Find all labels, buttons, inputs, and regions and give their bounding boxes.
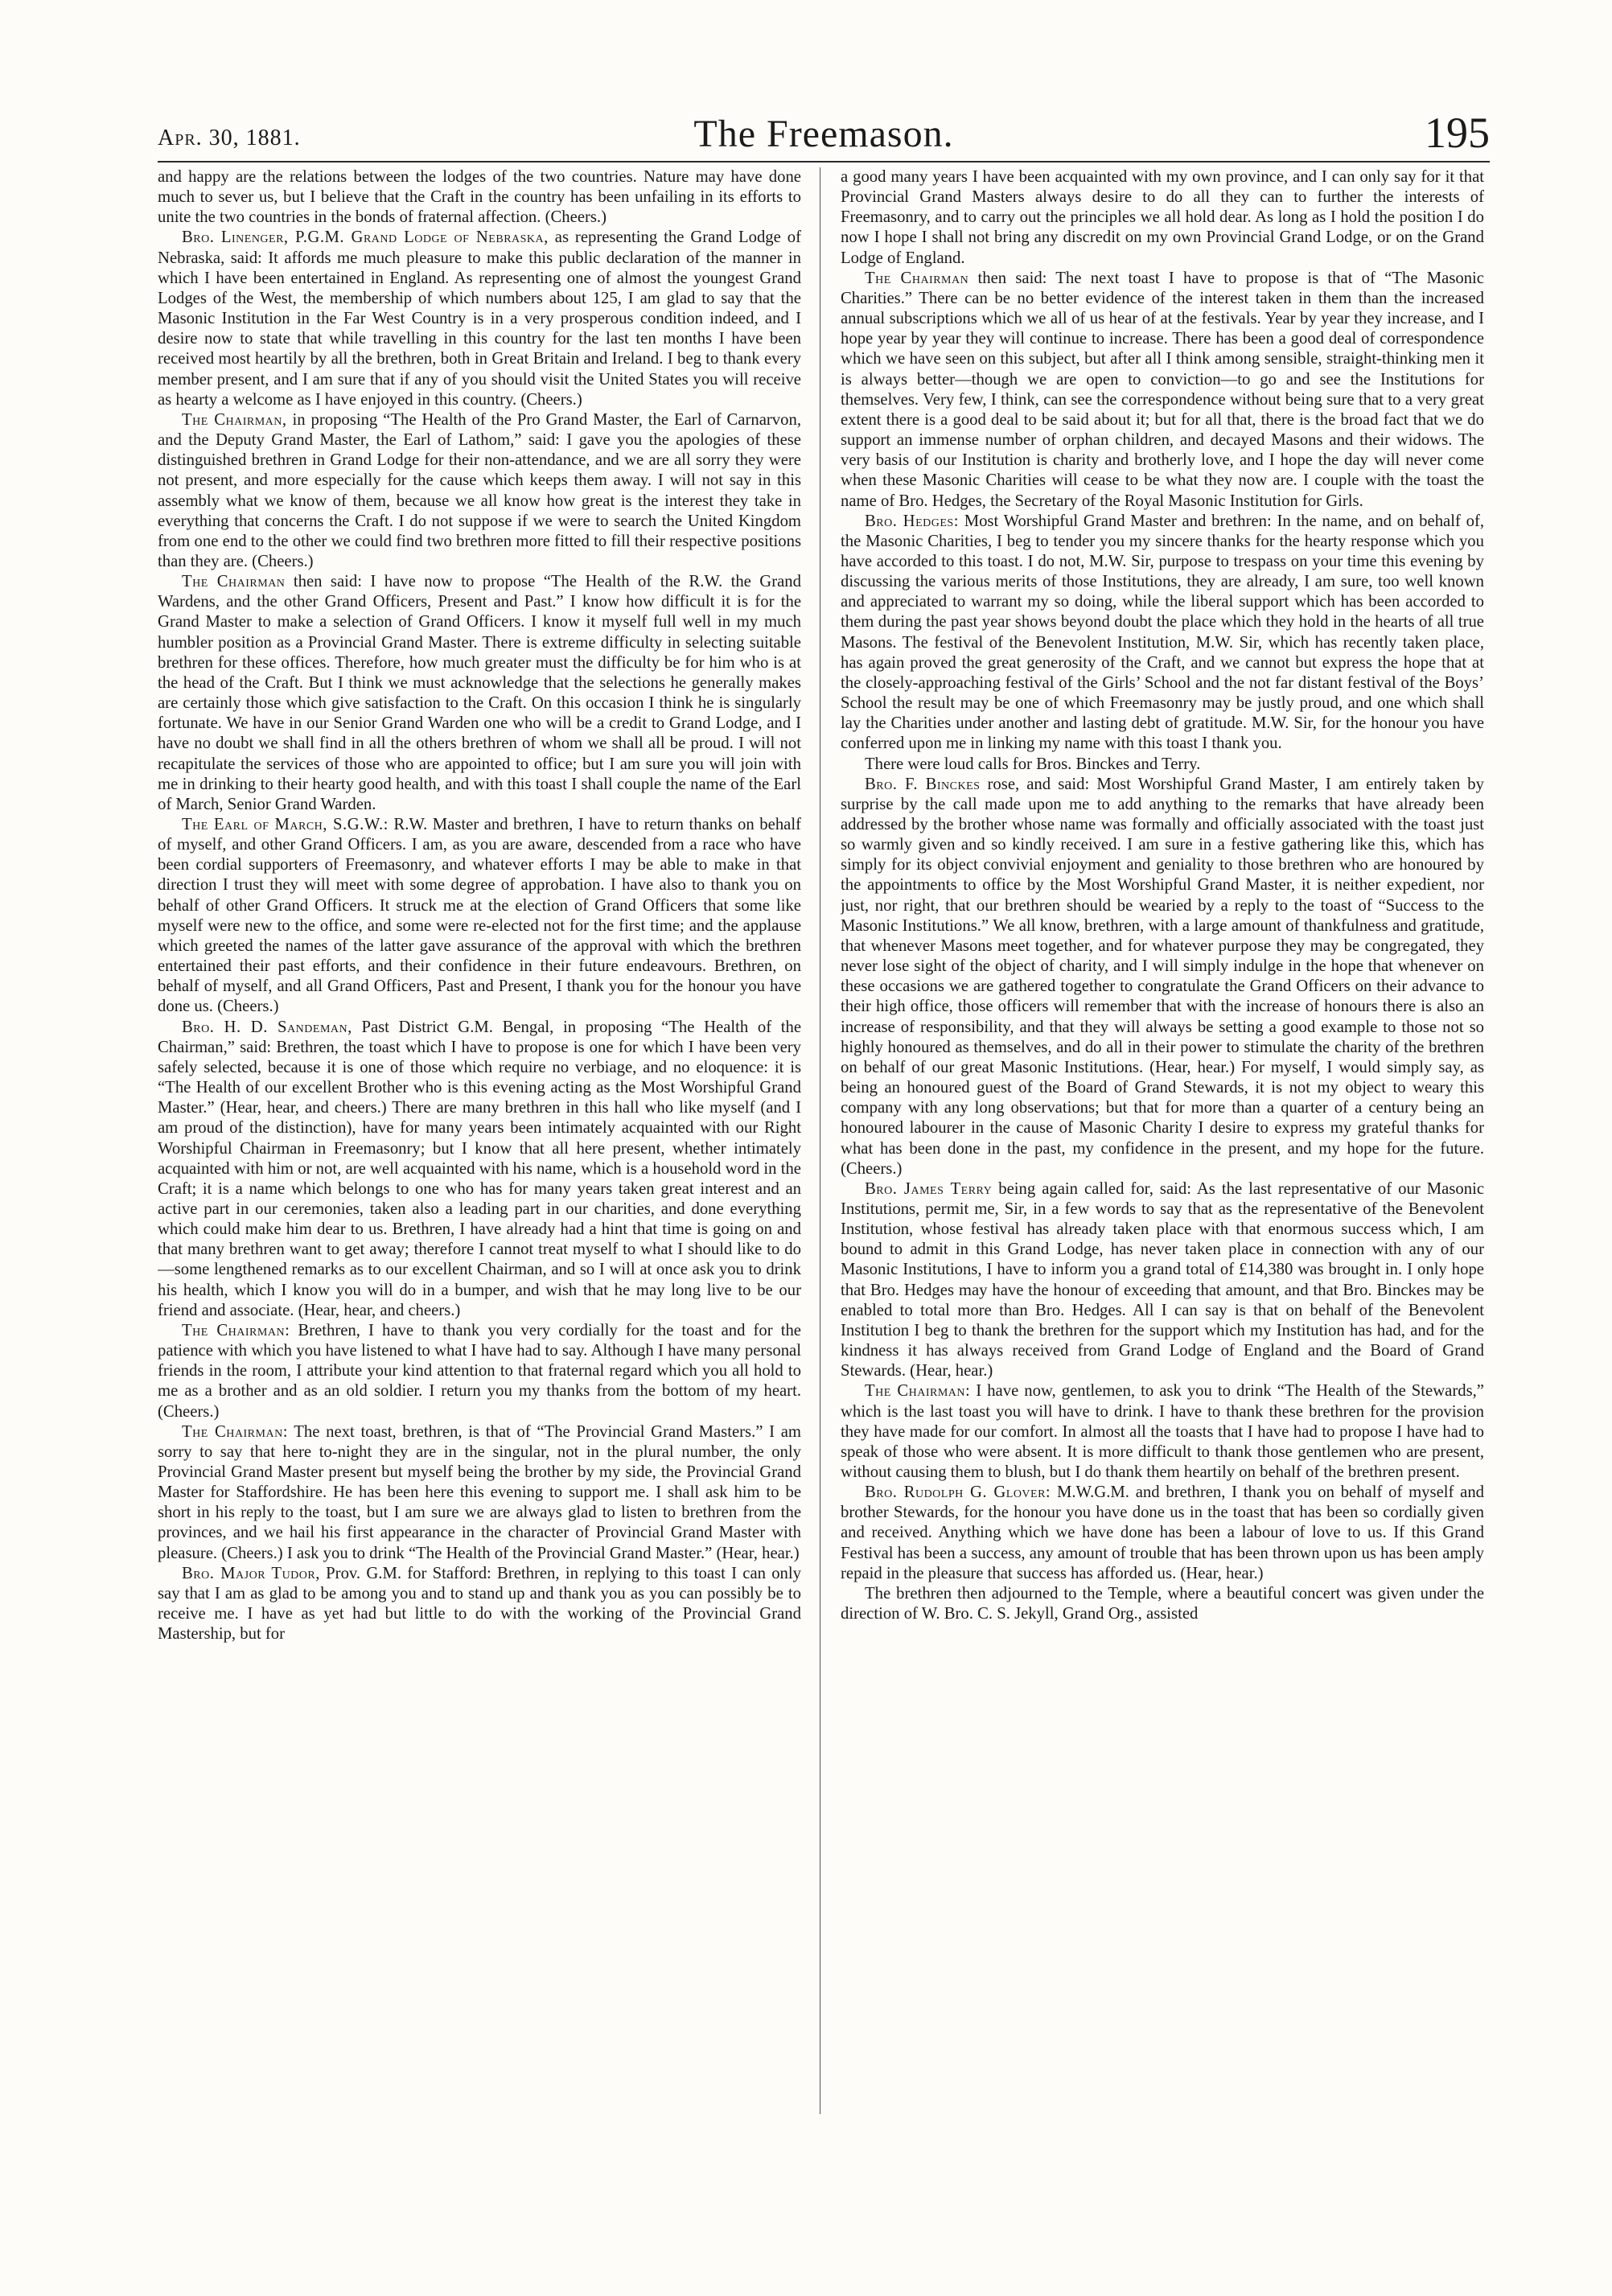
article-paragraph [841,755,1484,775]
paragraph-text: There were loud calls for Bros. Binckes and Terry. [865,755,1201,773]
article-paragraph [841,512,1484,755]
paragraph-text: rose, and said: Most Worshipful Grand Master, I am entirely taken by surprise by the call made upon me to add anything to the remarks that have already been addressed by the brother whose name was formally and officially associated with the toast just so warmly given and so kindly received. I am sure in a festive gathering like this, which has simply for its object convivial enjoyment and geniality to those brethren who are honoured by the appointments to office by the Most Worshipful Grand Master, it is neither expedient, nor just, nor right, that our brethren should be wearied by a reply to the toast of “Success to the Masonic Institutions.” We all know, brethren, with a large amount of thankfulness and gratitude, that whenever Masons meet together, and for whatever purpose they may be congregated, they never lose sight of the object of charity, and I will simply indulge in the hope that whenever on these occasions we are gathered together to congratulate the Grand Officers on their advance to their high office, those officers will remember that with the increase of honours there is also an increase of responsibility, and that they will always be setting a good example to those not so highly honoured as themselves, and do all in their power to stimulate the charity of the brethren on behalf of our great Masonic Institutions. (Hear, hear.) For myself, I would simply say, as being an honoured guest of the Board of Grand Stewards, it is not my object to weary this company with any long observations; but that for more than a quarter of a century being an honoured labourer in the cause of Masonic Charity I desire to express my grateful thanks for what has been done in the past, my confidence in the present, and my hope for the future. (Cheers.) [841,775,1484,1178]
article-paragraph [158,410,801,572]
speaker-name: The Earl of March, S.G.W.: [182,816,389,833]
paragraph-text: in proposing “The Health of the Pro Grand Master, the Earl of Carnarvon, and the Deputy Grand Master, the Earl of Lathom,” said: I gave you the apologies of these distinguished brethren in Grand Lodge for their non-attendance, and we are all sorry they were not present, and more especially for the cause which keeps them away. I will not say in this assembly what we know of them, because we all know how great is the interest they take in everything that concerns the Craft. I do not suppose if we were to search the United Kingdom from one end to the other we could find two brethren more fitted to fill their respective positions than they are. (Cheers.) [158,410,801,570]
article-paragraph [841,1584,1484,1624]
right-column [841,167,1484,2114]
article-paragraph [158,1018,801,1321]
page-number: 195 [1425,109,1490,157]
speaker-name: Bro. Rudolph G. Glover: [865,1483,1051,1502]
speaker-name: Bro. James Terry [865,1179,993,1198]
speaker-name: The Chairman [865,269,969,287]
article-paragraph [841,269,1484,512]
speaker-name: The Chairman: [182,1422,288,1441]
paragraph-text: The next toast, brethren, is that of “The Provincial Grand Masters.” I am sorry to say that here to-night they are in the singular, not in the plural number, the only Provincial Grand Master present but myself being the brother by my side, the Provincial Grand Master for Staffordshire. He has been here this evening to support me. I shall ask him to be short in his reply to the toast, but I am sure we are always glad to listen to brethren from the provinces, and we hail his first appearance in the character of Provincial Grand Master with pleasure. (Cheers.) I ask you to drink “The Health of the Provincial Grand Master.” (Hear, hear.) [158,1422,801,1562]
article-paragraph [158,1422,801,1564]
paragraph-text: then said: The next toast I have to propose is that of “The Masonic Charities.” There can be no better evidence of the interest taken in them than the increased annual subscriptions which we all of us hear of at the festivals. Year by year they increase, and I hope year by year they will continue to increase. There has been a good deal of correspondence which we have seen on this subject, but after all I think among sensible, straight-thinking men it is always better—though we are open to conviction—to go and see the Institutions for themselves. Very few, I think, can see the correspondence without being sure that to a very great extent there is a good deal to be said about it; but for all that, there is the broad fact that we do support an immense number of orphan children, and decayed Masons and their widows. The very basis of our Institution is charity and brotherly love, and I hope the day will never come when these Masonic Charities will cease to be what they now are. I couple with the toast the name of Bro. Hedges, the Secretary of the Royal Masonic Institution for Girls. [841,269,1484,510]
article-paragraph [841,775,1484,1179]
paragraph-text: R.W. Master and brethren, I have to return thanks on behalf of myself, and other Grand Officers. I am, as you are aware, descended from a race who have been cordial supporters of Freemasonry, and whatever efforts I may be able to make in that direction I trust they will meet with some degree of approbation. I have also to thank you on behalf of other Grand Officers. It struck me at the election of Grand Officers that some like myself were new to the office, and some were re-elected not for the first time; and the applause which greeted the names of the latter gave assurance of the approval with which the brethren entertained their past efforts, and their confidence in their future endeavours. Brethren, on behalf of myself, and all Grand Officers, Past and Present, I thank you for the honour you have done us. (Cheers.) [158,816,801,1016]
paragraph-text: and happy are the relations between the lodges of the two countries. Nature may have done much to sever us, but I believe that the Craft in the country has been unfailing in its efforts to unite the two countries in the bonds of fraternal affection. (Cheers.) [158,168,801,227]
article-paragraph [158,815,801,1018]
article-paragraph [158,1321,801,1422]
paragraph-text: being again called for, said: As the last representative of our Masonic Institutions, permit me, Sir, in a few words to say that as the representative of the Benevolent Institution, whose festival has already taken place with that enormous success which, I am bound to admit in this Grand Lodge, has never taken place in connection with any of our Masonic Institutions, I have to inform you a grand total of £14,380 was brought in. I only hope that Bro. Hedges may have the honour of exceeding that amount, and that Bro. Binckes may be enabled to total more than Bro. Hedges. All I can say is that on behalf of the Benevolent Institution I beg to thank the brethren for the support which my Institution has had, and for the kindness it has always received from Grand Lodge of England and the Board of Grand Stewards. (Hear, hear.) [841,1179,1484,1380]
article-paragraph [841,167,1484,269]
article-paragraph [158,572,801,815]
paragraph-text: Most Worshipful Grand Master and brethren: In the name, and on behalf of, the Masonic Charities, I beg to tender you my sincere thanks for the hearty response which you have accorded to this toast. I do not, M.W. Sir, purpose to trespass on your time this evening by discussing the various merits of those Institutions, they are already, I am sure, too well known and appreciated to warrant my so doing, while the liberal support which has been accorded to them during the past year shows beyond doubt the place which they hold in the hearts of all true Masons. The festival of the Benevolent Institution, M.W. Sir, which has recently taken place, has again proved the great generosity of the Craft, and we cannot but express the hope that at the closely-approaching festival of the Girls’ School and the not far distant festival of the Boys’ School the result may be one of which Freemasonry may be justly proud, and one which shall lay the Charities under another and lasting debt of gratitude. M.W. Sir, for the honour you have conferred upon me in linking my name with this toast I thank you. [841,512,1484,753]
left-column [158,167,801,2114]
speaker-name: Bro. H. D. Sandeman, [182,1018,352,1036]
paragraph-text: I have now, gentlemen, to ask you to drink “The Health of the Stewards,” which is the last toast you will have to drink. I have to thank these brethren for the provision they have made for our comfort. In almost all the toasts that I have had to propose I have had to speak of those who were absent. It is more difficult to thank those gentlemen who are present, without causing them to blush, but I do thank them heartily on behalf of the brethren present. [841,1382,1484,1481]
speaker-name: The Chairman: [865,1382,971,1401]
masthead-rule [158,161,1490,163]
speaker-name: The Chairman [182,573,286,591]
paragraph-text: Past District G.M. Bengal, in proposing “The Health of the Chairman,” said: Brethren, the toast which I have to propose is one for which I have been very safely selected, because it is one of those which require no verbiage, and no eloquence: it is “The Health of our excellent Brother who is this evening acting as the Most Worshipful Grand Master.” (Hear, hear, and cheers.) There are many brethren in this hall who like myself (and I am proud of the distinction), have for many years been intimately acquainted with our Right Worshipful Chairman in Freemasonry; but I know that all here present, whether intimately acquainted with him or not, are well acquainted with his name, which is a household word in the Craft; it is a name which belongs to one who has for many years taken great interest and an active part in our ceremonies, taken also a leading part in our charities, and done everything which could make him dear to us. Brethren, I have already had a hint that time is going on and that many brethren want to get away; therefore I cannot treat myself to what I should like to do—some lengthened remarks as to our excellent Chairman, and so I will at once ask you to drink his health, which I know you will do in a bumper, and wish that he may long live to be our friend and associate. (Hear, hear, and cheers.) [158,1018,801,1319]
speaker-name: Bro. F. Binckes [865,775,981,793]
paragraph-text: then said: I have now to propose “The Health of the R.W. the Grand Wardens, and the other Grand Officers, Present and Past.” I know how difficult it is for the Grand Master to make a selection of Grand Officers. I know it myself full well in my much humbler position as a Provincial Grand Master. There is extreme difficulty in selecting suitable brethren for these offices. Therefore, how much greater must the difficulty be for him who is at the head of the Craft. But I think we must acknowledge that the selections he generally makes are certainly those which give satisfaction to the Craft. On this occasion I think he is singularly fortunate. We have in our Senior Grand Warden one who will be a credit to Grand Lodge, and I have no doubt we shall find in all the others brethren of whom we shall all be proud. I will not recapitulate the services of those who are appointed to office; but I am sure you will join with me in drinking to their hearty good health, and with this toast I shall couple the name of the Earl of March, Senior Grand Warden. [158,573,801,813]
article-paragraph [841,1179,1484,1382]
speaker-name: The Chairman: [182,1321,290,1339]
speaker-name: Bro. Linenger, P.G.M. Grand Lodge of Nebraska, [182,228,549,247]
article-paragraph [158,228,801,409]
issue-date: Apr. 30, 1881. [158,125,301,150]
paragraph-text: Brethren, I have to thank you very cordially for the toast and for the patience with which you have listened to what I have had to say. Although I have many personal friends in the room, I attribute your kind attention to that fraternal regard which you all hold to me as a brother and as an old soldier. I return you my thanks from the bottom of my heart. (Cheers.) [158,1321,801,1421]
paragraph-text: M.W.G.M. and brethren, I thank you on behalf of myself and brother Stewards, for the honour you have done us in the toast that has been so cordially given and received. Anything which we have done has been a labour of love to us. If this Grand Festival has been a success, any amount of trouble that has been thrown upon us has been amply repaid in the pleasure that success has afforded us. (Hear, hear.) [841,1483,1484,1582]
speaker-name: Bro. Hedges: [865,512,959,530]
article-paragraph [841,1483,1484,1584]
article-paragraph [841,1381,1484,1483]
speaker-name: Bro. Major Tudor, [182,1564,320,1582]
article-paragraph [158,1564,801,1645]
paragraph-text: Prov. G.M. for Stafford: Brethren, in replying to this toast I can only say that I am as glad to be among you and to stand up and thank you as you can possibly be to receive me. I have as yet had but little to do with the working of the Provincial Grand Mastership, but for [158,1564,801,1644]
paragraph-text: The brethren then adjourned to the Temple, where a beautiful concert was given under the direction of W. Bro. C. S. Jekyll, Grand Org., assisted [841,1584,1484,1623]
article-paragraph [158,167,801,228]
masthead [158,106,1490,157]
paragraph-text: a good many years I have been acquainted with my own province, and I can only say for it that Provincial Grand Masters always desire to do all they can to further the interests of Freemasonry, and to carry out the principles we all hold dear. As long as I hold the position I do now I hope I shall not bring any discredit on my own Provincial Grand Lodge, or on the Grand Lodge of England. [841,168,1484,267]
publication-title: The Freemason. [693,113,954,155]
speaker-name: The Chairman, [182,410,287,429]
paragraph-text: as representing the Grand Lodge of Nebraska, said: It affords me much pleasure to make this public declaration of the manner in which I have been entertained in England. As representing one of almost the youngest Grand Lodges of the West, the membership of which numbers about 125, I am glad to say that the Masonic Institution in the Far West Country is in a very prosperous condition indeed, and I desire now to state that while travelling in this country for the last ten months I have been received most heartily by all the brethren, both in Great Britain and Ireland. I beg to thank every member present, and I am sure that if any of you should visit the United States you will receive as hearty a welcome as I have enjoyed in this country. (Cheers.) [158,228,801,409]
